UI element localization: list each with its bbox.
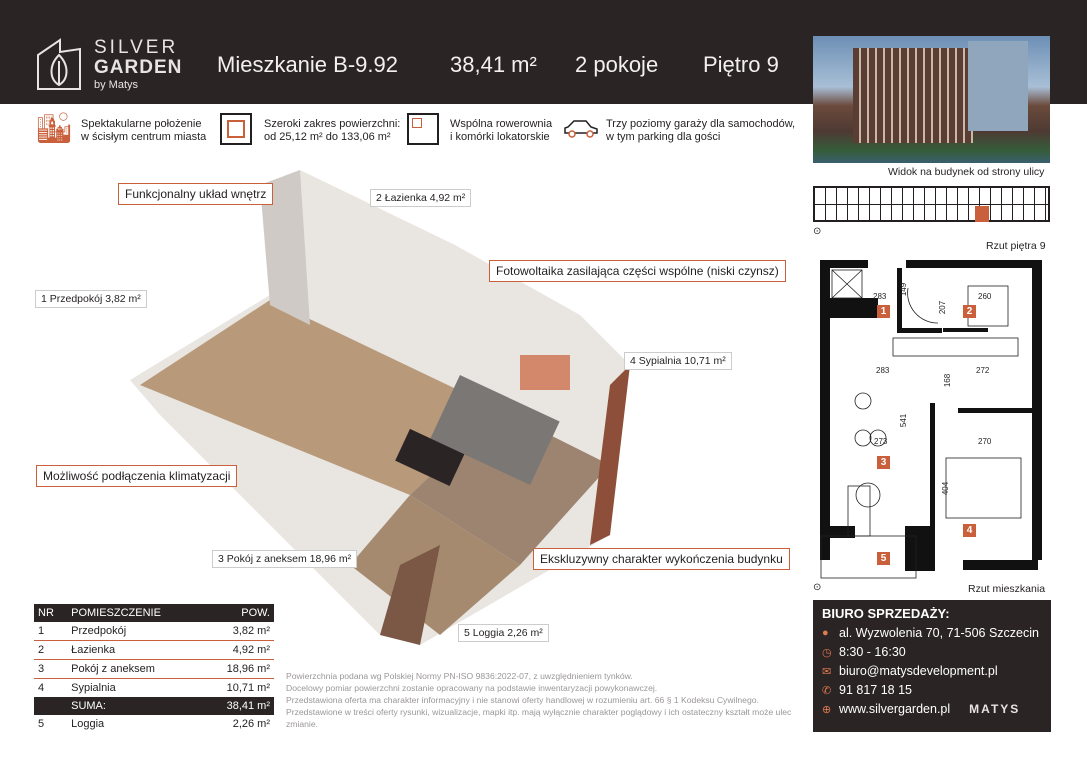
dimension: 273 [874, 437, 888, 446]
dimension: 149 [899, 282, 909, 297]
table-row: 1 Przedpokój 3,82 m² [34, 622, 274, 641]
apartment-plan-caption: Rzut mieszkania [968, 583, 1046, 595]
label-bedroom: 4 Sypialnia 10,71 m² [624, 352, 732, 370]
mail-icon: ✉ [822, 665, 832, 678]
table-sum-row: SUMA: 38,41 m² [34, 697, 274, 715]
phone-icon: ✆ [822, 684, 832, 697]
features-row [35, 111, 815, 151]
dimension: 270 [978, 437, 992, 446]
apartment-area: 38,41 m² [450, 52, 537, 77]
logo-icon [35, 37, 83, 92]
tag-layout: Funkcjonalny układ wnętrz [118, 183, 273, 205]
globe-icon: ⊕ [822, 703, 832, 716]
feature-text: od 25,12 m² do 133,06 m² [264, 131, 391, 143]
logo-silver: SILVER [94, 37, 179, 58]
apartment-floor: Piętro 9 [703, 52, 779, 77]
storage-icon [407, 113, 439, 145]
office-phone[interactable]: 91 817 18 15 [839, 683, 912, 697]
feature-text: w ścisłym centrum miasta [81, 131, 207, 143]
dimension: 283 [876, 366, 890, 375]
car-icon [563, 119, 599, 139]
header-room: POMIESZCZENIE [67, 604, 203, 622]
floor-plan-caption: Rzut piętra 9 [986, 240, 1046, 252]
disclaimer: Powierzchnia podana wg Polskiej Normy PN-ISO 9836:2022-07, z uwzględnieniem tynków. Docelowy pomiar powierzchni zostanie opracowany na podstawie inwentaryzacji powykonawczej. Przedstawiona oferta ma charakter informacyjny i nie stanowi oferty handlowej w rozumieniu art. 66 § 1 Kodeksu Cywilnego. Przedstawione w treści oferty rysunki, wizualizacje, mapki itp. mają wyłącznie charakter poglądowy i ich ostateczny kształt może ulec zmianie. [286, 671, 792, 729]
header-area: POW. [203, 604, 274, 622]
feature-text: w tym parking dla gości [606, 131, 721, 143]
dimension: 283 [873, 292, 887, 301]
apartment-name: Mieszkanie B-9.92 [217, 52, 398, 77]
feature-text: Trzy poziomy garaży dla samochodów, [606, 118, 796, 130]
room-number: 5 [877, 552, 890, 565]
north-arrow-icon: ⊙ [813, 582, 822, 593]
photo-caption: Widok na budynek od strony ulicy [888, 166, 1045, 178]
label-loggia: 5 Loggia 2,26 m² [458, 624, 549, 642]
dimension: 272 [976, 366, 990, 375]
logo-garden: GARDEN [94, 57, 183, 78]
floorplan-icon [220, 113, 252, 145]
location-pin-icon: ● [822, 627, 829, 639]
room-number: 2 [963, 305, 976, 318]
dimension: 207 [938, 300, 948, 315]
label-hallway: 1 Przedpokój 3,82 m² [35, 290, 147, 308]
feature-text: Spektakularne położenie [81, 118, 202, 130]
office-address: al. Wyzwolenia 70, 71-506 Szczecin [839, 626, 1039, 640]
feature-text: i komórki lokatorskie [450, 131, 550, 143]
table-row: 5 Loggia 2,26 m² [38, 718, 270, 730]
tag-air-conditioning: Możliwość podłączenia klimatyzacji [36, 465, 237, 487]
label-bathroom: 2 Łazienka 4,92 m² [370, 189, 471, 207]
dimension: 168 [943, 373, 953, 388]
north-arrow-icon: ⊙ [813, 226, 822, 237]
tag-finish: Ekskluzywny charakter wykończenia budynku [533, 548, 790, 570]
table-row: 4 Sypialnia 10,71 m² [38, 682, 270, 694]
feature-text: Wspólna rowerownia [450, 118, 553, 130]
city-icon: 🏙 [35, 112, 74, 145]
apartment-highlight [975, 206, 989, 222]
logo-by: by Matys [94, 79, 139, 91]
sales-office-box [813, 600, 1051, 732]
dimension: 260 [978, 292, 992, 301]
office-hours: 8:30 - 16:30 [839, 645, 906, 659]
room-number: 3 [877, 456, 890, 469]
rooms-table [34, 604, 274, 733]
matys-logo: MATYS [969, 702, 1021, 716]
floor-overview-plan [813, 186, 1050, 222]
apartment-3d-render [110, 165, 640, 655]
table-row: 3 Pokój z aneksem 18,96 m² [34, 660, 274, 679]
table-row: 2 Łazienka 4,92 m² [34, 641, 274, 660]
apartment-floor-plan [818, 258, 1048, 583]
office-website[interactable]: www.silvergarden.pl [839, 702, 951, 716]
dimension: 404 [941, 481, 951, 496]
feature-text: Szeroki zakres powierzchni: [264, 118, 401, 130]
label-living-room: 3 Pokój z aneksem 18,96 m² [212, 550, 357, 568]
room-number: 1 [877, 305, 890, 318]
tag-photovoltaics: Fotowoltaika zasilająca części wspólne (niski czynsz) [489, 260, 786, 282]
dimension: 541 [899, 413, 909, 428]
office-title: BIURO SPRZEDAŻY: [822, 606, 950, 621]
clock-icon: ◷ [822, 646, 832, 659]
header-nr: NR [34, 604, 67, 622]
room-number: 4 [963, 524, 976, 537]
building-photo [813, 36, 1050, 163]
apartment-rooms: 2 pokoje [575, 52, 659, 77]
office-email[interactable]: biuro@matysdevelopment.pl [839, 664, 998, 678]
